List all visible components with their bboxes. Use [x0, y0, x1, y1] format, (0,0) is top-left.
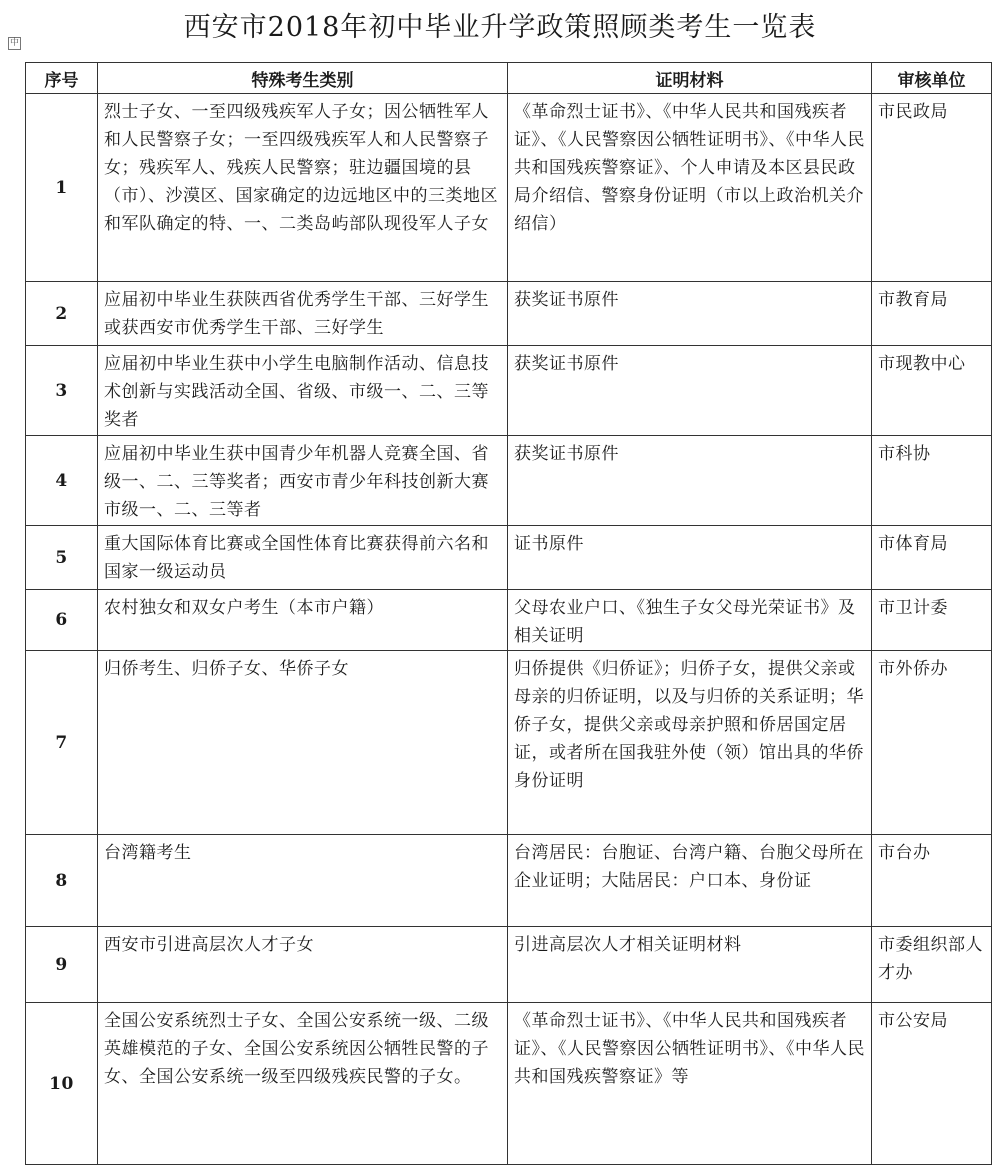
row-number: 7	[26, 651, 98, 835]
table-row	[26, 282, 992, 346]
row-number: 4	[26, 436, 98, 526]
table-row	[26, 1003, 992, 1165]
row-category: 农村独女和双女户考生（本市户籍）	[98, 590, 508, 651]
table-row	[26, 94, 992, 282]
row-category: 全国公安系统烈士子女、全国公安系统一级、二级英雄模范的子女、全国公安系统因公牺牲民警的子女、全国公安系统一级至四级残疾民警的子女。	[98, 1003, 508, 1165]
table-row	[26, 346, 992, 436]
row-materials: 归侨提供《归侨证》；归侨子女，提供父亲或母亲的归侨证明，以及与归侨的关系证明；华侨子女，提供父亲或母亲护照和侨居国定居证，或者所在国我驻外使（领）馆出具的华侨身份证明	[508, 651, 872, 835]
row-unit: 市科协	[872, 436, 992, 526]
header-category: 特殊考生类别	[98, 63, 508, 94]
row-materials: 引进高层次人才相关证明材料	[508, 927, 872, 1003]
row-unit: 市台办	[872, 835, 992, 927]
table-row	[26, 436, 992, 526]
row-materials: 《革命烈士证书》、《中华人民共和国残疾者证》、《人民警察因公牺牲证明书》、《中华人民共和国残疾警察证》等	[508, 1003, 872, 1165]
row-unit: 市委组织部人才办	[872, 927, 992, 1003]
row-unit: 市外侨办	[872, 651, 992, 835]
row-number: 10	[26, 1003, 98, 1165]
row-number: 1	[26, 94, 98, 282]
row-number: 5	[26, 526, 98, 590]
row-number: 6	[26, 590, 98, 651]
table-row	[26, 927, 992, 1003]
row-unit: 市现教中心	[872, 346, 992, 436]
header-number: 序号	[26, 63, 98, 94]
table-row	[26, 651, 992, 835]
row-materials: 父母农业户口、《独生子女父母光荣证书》及相关证明	[508, 590, 872, 651]
row-category: 烈士子女、一至四级残疾军人子女；因公牺牲军人和人民警察子女；一至四级残疾军人和人民警察子女；残疾军人、残疾人民警察；驻边疆国境的县（市）、沙漠区、国家确定的边远地区中的三类地区和军队确定的特、一、二类岛屿部队现役军人子女	[98, 94, 508, 282]
row-category: 应届初中毕业生获陕西省优秀学生干部、三好学生或获西安市优秀学生干部、三好学生	[98, 282, 508, 346]
row-number: 9	[26, 927, 98, 1003]
table-header-row	[26, 63, 992, 94]
table-row	[26, 590, 992, 651]
row-category: 归侨考生、归侨子女、华侨子女	[98, 651, 508, 835]
table-row	[26, 835, 992, 927]
row-number: 3	[26, 346, 98, 436]
row-category: 重大国际体育比赛或全国性体育比赛获得前六名和国家一级运动员	[98, 526, 508, 590]
row-materials: 获奖证书原件	[508, 436, 872, 526]
row-number: 8	[26, 835, 98, 927]
row-materials: 《革命烈士证书》、《中华人民共和国残疾者证》、《人民警察因公牺牲证明书》、《中华人民共和国残疾警察证》、个人申请及本区县民政局介绍信、警察身份证明（市以上政治机关介绍信）	[508, 94, 872, 282]
document-title: 西安市2018年初中毕业升学政策照顾类考生一览表	[183, 12, 817, 43]
row-materials: 台湾居民：台胞证、台湾户籍、台胞父母所在企业证明；大陆居民：户口本、身份证	[508, 835, 872, 927]
table-row	[26, 526, 992, 590]
header-unit: 审核单位	[872, 63, 992, 94]
table-anchor-icon[interactable]: 中	[9, 38, 19, 48]
header-materials: 证明材料	[508, 63, 872, 94]
row-unit: 市公安局	[872, 1003, 992, 1165]
row-category: 应届初中毕业生获中国青少年机器人竞赛全国、省级一、二、三等奖者；西安市青少年科技创新大赛市级一、二、三等者	[98, 436, 508, 526]
row-materials: 获奖证书原件	[508, 346, 872, 436]
policy-table	[25, 62, 992, 1165]
row-category: 台湾籍考生	[98, 835, 508, 927]
row-unit: 市体育局	[872, 526, 992, 590]
row-materials: 证书原件	[508, 526, 872, 590]
row-materials: 获奖证书原件	[508, 282, 872, 346]
row-unit: 市卫计委	[872, 590, 992, 651]
row-category: 应届初中毕业生获中小学生电脑制作活动、信息技术创新与实践活动全国、省级、市级一、二、三等奖者	[98, 346, 508, 436]
row-category: 西安市引进高层次人才子女	[98, 927, 508, 1003]
row-number: 2	[26, 282, 98, 346]
row-unit: 市教育局	[872, 282, 992, 346]
row-unit: 市民政局	[872, 94, 992, 282]
